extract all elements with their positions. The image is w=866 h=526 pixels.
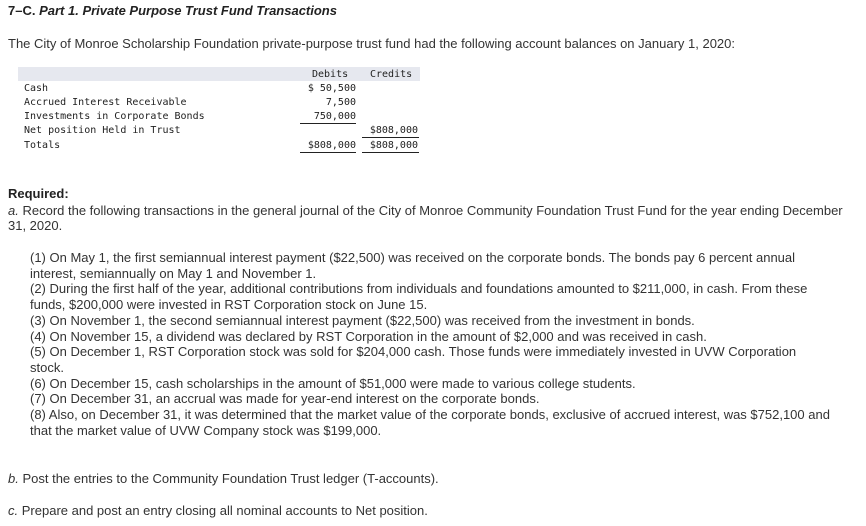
requirement-b-letter: b.: [8, 471, 19, 486]
debits-header: Debits: [312, 69, 349, 80]
requirement-b: [8, 471, 439, 486]
debit-investments: 750,000: [313, 111, 356, 122]
transaction-item: (7) On December 31, an accrual was made for year-end interest on the corporate bonds.: [30, 391, 540, 407]
transaction-list: [30, 250, 830, 438]
requirement-b-text: Post the entries to the Community Foundation Trust ledger (T-accounts).: [22, 471, 439, 486]
credit-total: $808,000: [369, 140, 418, 151]
credit-net-position: $808,000: [369, 125, 418, 136]
debit-total: $808,000: [307, 140, 356, 151]
account-label-accrued-interest: Accrued Interest Receivable: [24, 97, 187, 108]
problem-number: 7–C.: [8, 3, 36, 18]
debit-subtotal-rule: [300, 123, 356, 124]
debit-total-double-rule: [300, 152, 356, 153]
debit-accrued-interest: 7,500: [325, 97, 356, 108]
transaction-item: (3) On November 1, the second semiannual interest payment ($22,500) was received from the investment in bonds.: [30, 312, 695, 328]
account-label-investments: Investments in Corporate Bonds: [24, 111, 205, 122]
transaction-item: (6) On December 15, cash scholarships in the amount of $51,000 were made to various college students.: [30, 375, 636, 391]
requirement-a-letter: a.: [8, 203, 19, 218]
transaction-item: (1) On May 1, the first semiannual interest payment ($22,500) was received on the corporate bonds. The bonds pay 6 percent annual interest, semiannually on May 1 and November 1.: [30, 250, 796, 281]
required-heading: Required:: [8, 186, 69, 201]
credit-subtotal-rule: [362, 137, 419, 138]
intro-text: The City of Monroe Scholarship Foundation private-purpose trust fund had the following account balances on January 1, 2020:: [8, 36, 735, 51]
account-balances-table: [18, 67, 420, 153]
requirement-c-letter: c.: [8, 503, 19, 518]
transaction-item: (4) On November 15, a dividend was declared by RST Corporation in the amount of $2,000 and was received in cash.: [30, 328, 707, 344]
requirement-c: [8, 503, 428, 518]
requirement-a-text: Record the following transactions in the general journal of the City of Monroe Community Foundation Trust Fund for the year ending December 31, 2020.: [8, 203, 843, 233]
transaction-item: (2) During the first half of the year, additional contributions from individuals and foundations amounted to $211,000, in cash. From these funds, $200,000 were invested in RST Corporation stock on June 15.: [30, 281, 808, 313]
transaction-item: (8) Also, on December 31, it was determined that the market value of the corporate bonds, exclusive of accrued interest, was $752,100 and that the market value of UVW Company stock was $199,000.: [30, 407, 830, 438]
account-label-cash: Cash: [24, 83, 49, 94]
debit-cash: $ 50,500: [307, 83, 356, 94]
credits-header: Credits: [370, 69, 413, 80]
transaction-item: (5) On December 1, RST Corporation stock was sold for $204,000 cash. Those funds were immediately invested in UVW Corporation stock.: [30, 344, 797, 375]
account-label-totals: Totals: [24, 140, 61, 151]
problem-title: Part 1. Private Purpose Trust Fund Transactions: [39, 3, 337, 18]
requirement-c-text: Prepare and post an entry closing all nominal accounts to Net position.: [21, 503, 428, 518]
table-header-band: [18, 67, 420, 81]
requirement-a: [8, 203, 860, 233]
problem-heading: [8, 3, 337, 18]
account-label-net-position: Net position Held in Trust: [24, 125, 181, 136]
credit-total-double-rule: [362, 152, 419, 153]
